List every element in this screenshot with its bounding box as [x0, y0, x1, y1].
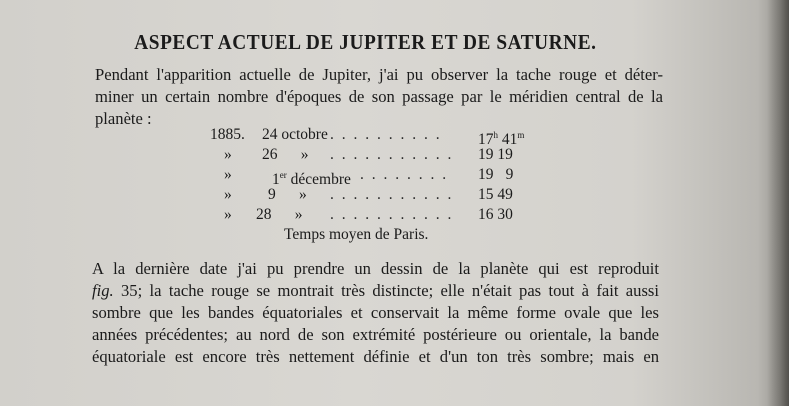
- observation-date: 26 »: [262, 146, 309, 163]
- observation-date: 24 octobre: [262, 126, 328, 143]
- observation-year: »: [224, 206, 232, 223]
- body-line: A la dernière date j'ai pu prendre un dessin de la planète qui est reproduit: [92, 259, 659, 278]
- table-caption: Temps moyen de Paris.: [284, 226, 429, 243]
- body-line: sombre que les bandes équatoriales et conservait la même forme ovale que les: [92, 303, 659, 322]
- intro-line: miner un certain nombre d'époques de son passage par le méridien central de la: [95, 87, 663, 106]
- observation-time: 19 9: [478, 166, 514, 183]
- intro-line: planète :: [95, 109, 152, 128]
- intro-line: Pendant l'apparition actuelle de Jupiter, j'ai pu observer la tache rouge et déter-: [95, 65, 663, 84]
- leader-dots: . . . . . . . . . .: [330, 126, 442, 143]
- observation-row: [210, 165, 550, 189]
- observation-date: 28 »: [256, 206, 303, 223]
- observation-year: »: [224, 186, 232, 203]
- observation-time: 19 19: [478, 146, 513, 163]
- observation-year: 1885.: [210, 126, 245, 143]
- body-paragraph: [92, 258, 659, 368]
- leader-dots: . . . . . . . . . . .: [330, 146, 454, 163]
- observation-row: [210, 185, 550, 205]
- observation-row: [210, 145, 550, 165]
- body-line: équatoriale est encore très nettement définie et d'un ton très sombre; mais en: [92, 347, 659, 366]
- observation-year: »: [224, 166, 232, 183]
- leader-dots: . . . . . . . . . . .: [330, 206, 454, 223]
- observation-date: 1er décembre: [272, 170, 351, 189]
- page-edge-shadow: [767, 0, 789, 406]
- observation-time: 17$^h$ 41$^m$: [478, 130, 525, 148]
- leader-dots: . . . . . . . . . . .: [330, 186, 454, 203]
- observation-row: [210, 125, 550, 148]
- intro-paragraph: [95, 64, 663, 130]
- observation-time: 15 49: [478, 186, 513, 203]
- body-line: fig. 35; la tache rouge se montrait très distincte; elle n'était pas tout à fait aussi: [92, 281, 659, 300]
- leader-dots: . . . . . . . .: [360, 166, 449, 183]
- observation-time: 16 30: [478, 206, 513, 223]
- observation-row: [210, 205, 550, 225]
- observation-date: 9 »: [268, 186, 307, 203]
- body-line: années précédentes; au nord de son extrémité postérieure ou orientale, la bande: [92, 325, 659, 344]
- page-heading: ASPECT ACTUEL DE JUPITER ET DE SATURNE.: [134, 30, 597, 54]
- observation-table: [210, 125, 550, 225]
- observation-year: »: [224, 146, 232, 163]
